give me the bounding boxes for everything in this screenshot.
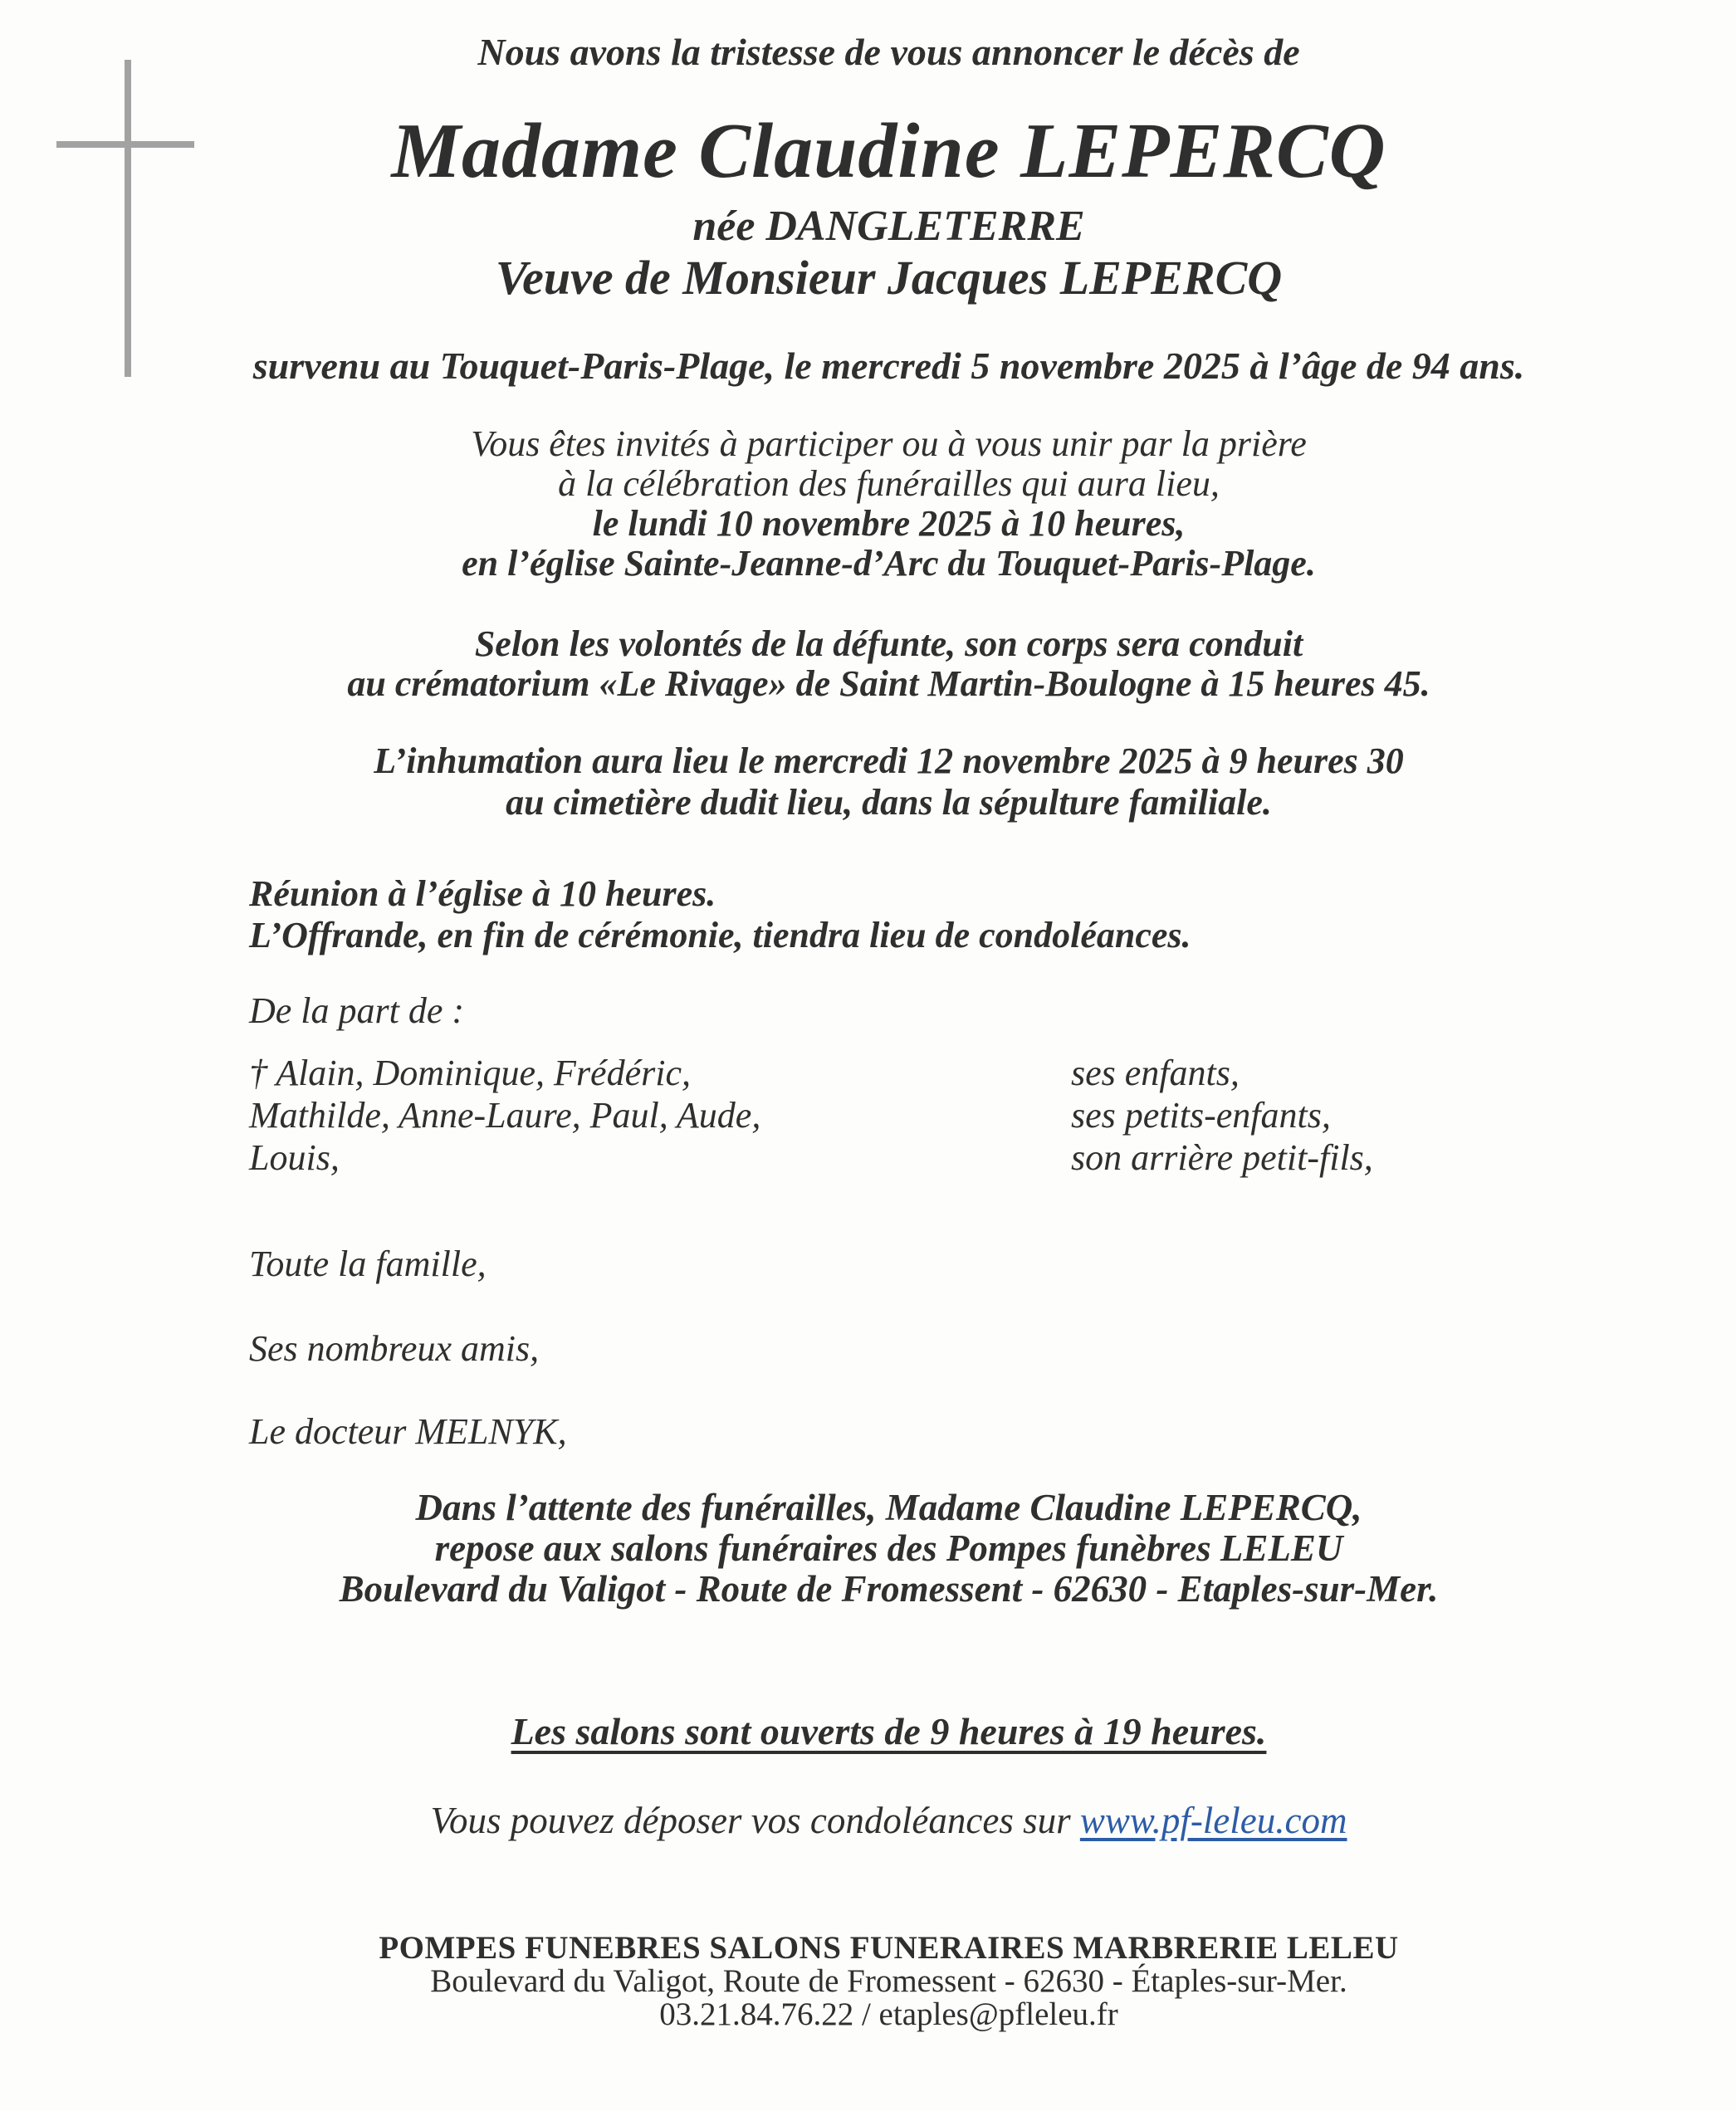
- meeting-line-2: L’Offrande, en fin de cérémonie, tiendra lieu de condoléances.: [249, 915, 1191, 955]
- cremation-line-2: au crématorium «Le Rivage» de Saint Martin-Boulogne à 15 heures 45.: [347, 663, 1430, 704]
- footer-block: [50, 1932, 1728, 2031]
- invitation-line-2: à la célébration des funérailles qui aura lieu,: [558, 463, 1220, 504]
- condolences-text: Vous pouvez déposer vos condoléances sur: [430, 1800, 1080, 1841]
- maiden-name-line: née DANGLETERRE: [692, 203, 1085, 250]
- death-line: survenu au Touquet-Paris-Plage, le mercredi 5 novembre 2025 à l’âge de 94 ans.: [252, 345, 1525, 387]
- widow-line: Veuve de Monsieur Jacques LEPERCQ: [495, 251, 1283, 305]
- condolences-link[interactable]: www.pf-leleu.com: [1079, 1800, 1347, 1841]
- family-list: [249, 1052, 1728, 1179]
- repose-line-1: Dans l’attente des funérailles, Madame Claudine LEPERCQ,: [415, 1487, 1362, 1528]
- family-other-line: Ses nombreux amis,: [249, 1328, 540, 1369]
- cremation-block: [50, 624, 1728, 704]
- condolences-line: [50, 1799, 1728, 1842]
- opening-hours-line: [50, 1709, 1728, 1753]
- ceremony-block: [50, 424, 1728, 584]
- opening-hours-text: Les salons sont ouverts de 9 heures à 19 heures.: [511, 1710, 1267, 1752]
- footer-contact: 03.21.84.76.22 / etaples@pfleleu.fr: [659, 1996, 1118, 2032]
- burial-line-2: au cimetière dudit lieu, dans la sépulture familiale.: [506, 782, 1272, 823]
- family-relation: ses petits-enfants,: [1071, 1095, 1331, 1136]
- meeting-line-1: Réunion à l’église à 10 heures.: [249, 873, 716, 914]
- deceased-name: Madame Claudine LEPERCQ: [391, 108, 1386, 194]
- ceremony-date-line: le lundi 10 novembre 2025 à 10 heures,: [592, 503, 1186, 544]
- invitation-line-1: Vous êtes invités à participer ou à vous unir par la prière: [471, 423, 1307, 464]
- family-row: [249, 1052, 1728, 1094]
- footer-company-name: POMPES FUNEBRES SALONS FUNERAIRES MARBRERIE LELEU: [379, 1930, 1399, 1966]
- family-row: [249, 1094, 1728, 1136]
- family-row: [249, 1136, 1728, 1179]
- intro-line: Nous avons la tristesse de vous annoncer le décès de: [477, 31, 1300, 73]
- cremation-line-1: Selon les volontés de la défunte, son corps sera conduit: [474, 623, 1303, 664]
- family-other-line: Le docteur MELNYK,: [249, 1411, 567, 1452]
- repose-line-3: Boulevard du Valigot - Route de Fromessent - 62630 - Etaples-sur-Mer.: [339, 1568, 1439, 1610]
- family-names: † Alain, Dominique, Frédéric,: [249, 1053, 691, 1093]
- burial-block: [50, 740, 1728, 823]
- from-heading: De la part de :: [249, 990, 465, 1031]
- footer-address: Boulevard du Valigot, Route de Fromessent - 62630 - Étaples-sur-Mer.: [430, 1963, 1347, 1999]
- repose-line-2: repose aux salons funéraires des Pompes funèbres LELEU: [434, 1527, 1343, 1569]
- meeting-block: [249, 873, 1191, 956]
- family-relation: son arrière petit-fils,: [1071, 1137, 1373, 1178]
- repose-block: [50, 1488, 1728, 1610]
- family-names: Louis,: [249, 1137, 340, 1178]
- family-names: Mathilde, Anne-Laure, Paul, Aude,: [249, 1095, 761, 1136]
- family-relation: ses enfants,: [1071, 1053, 1240, 1093]
- burial-line-1: L’inhumation aura lieu le mercredi 12 novembre 2025 à 9 heures 30: [374, 740, 1404, 781]
- ceremony-church-line: en l’église Sainte-Jeanne-d’Arc du Touquet-Paris-Plage.: [462, 543, 1316, 584]
- family-other-line: Toute la famille,: [249, 1244, 487, 1284]
